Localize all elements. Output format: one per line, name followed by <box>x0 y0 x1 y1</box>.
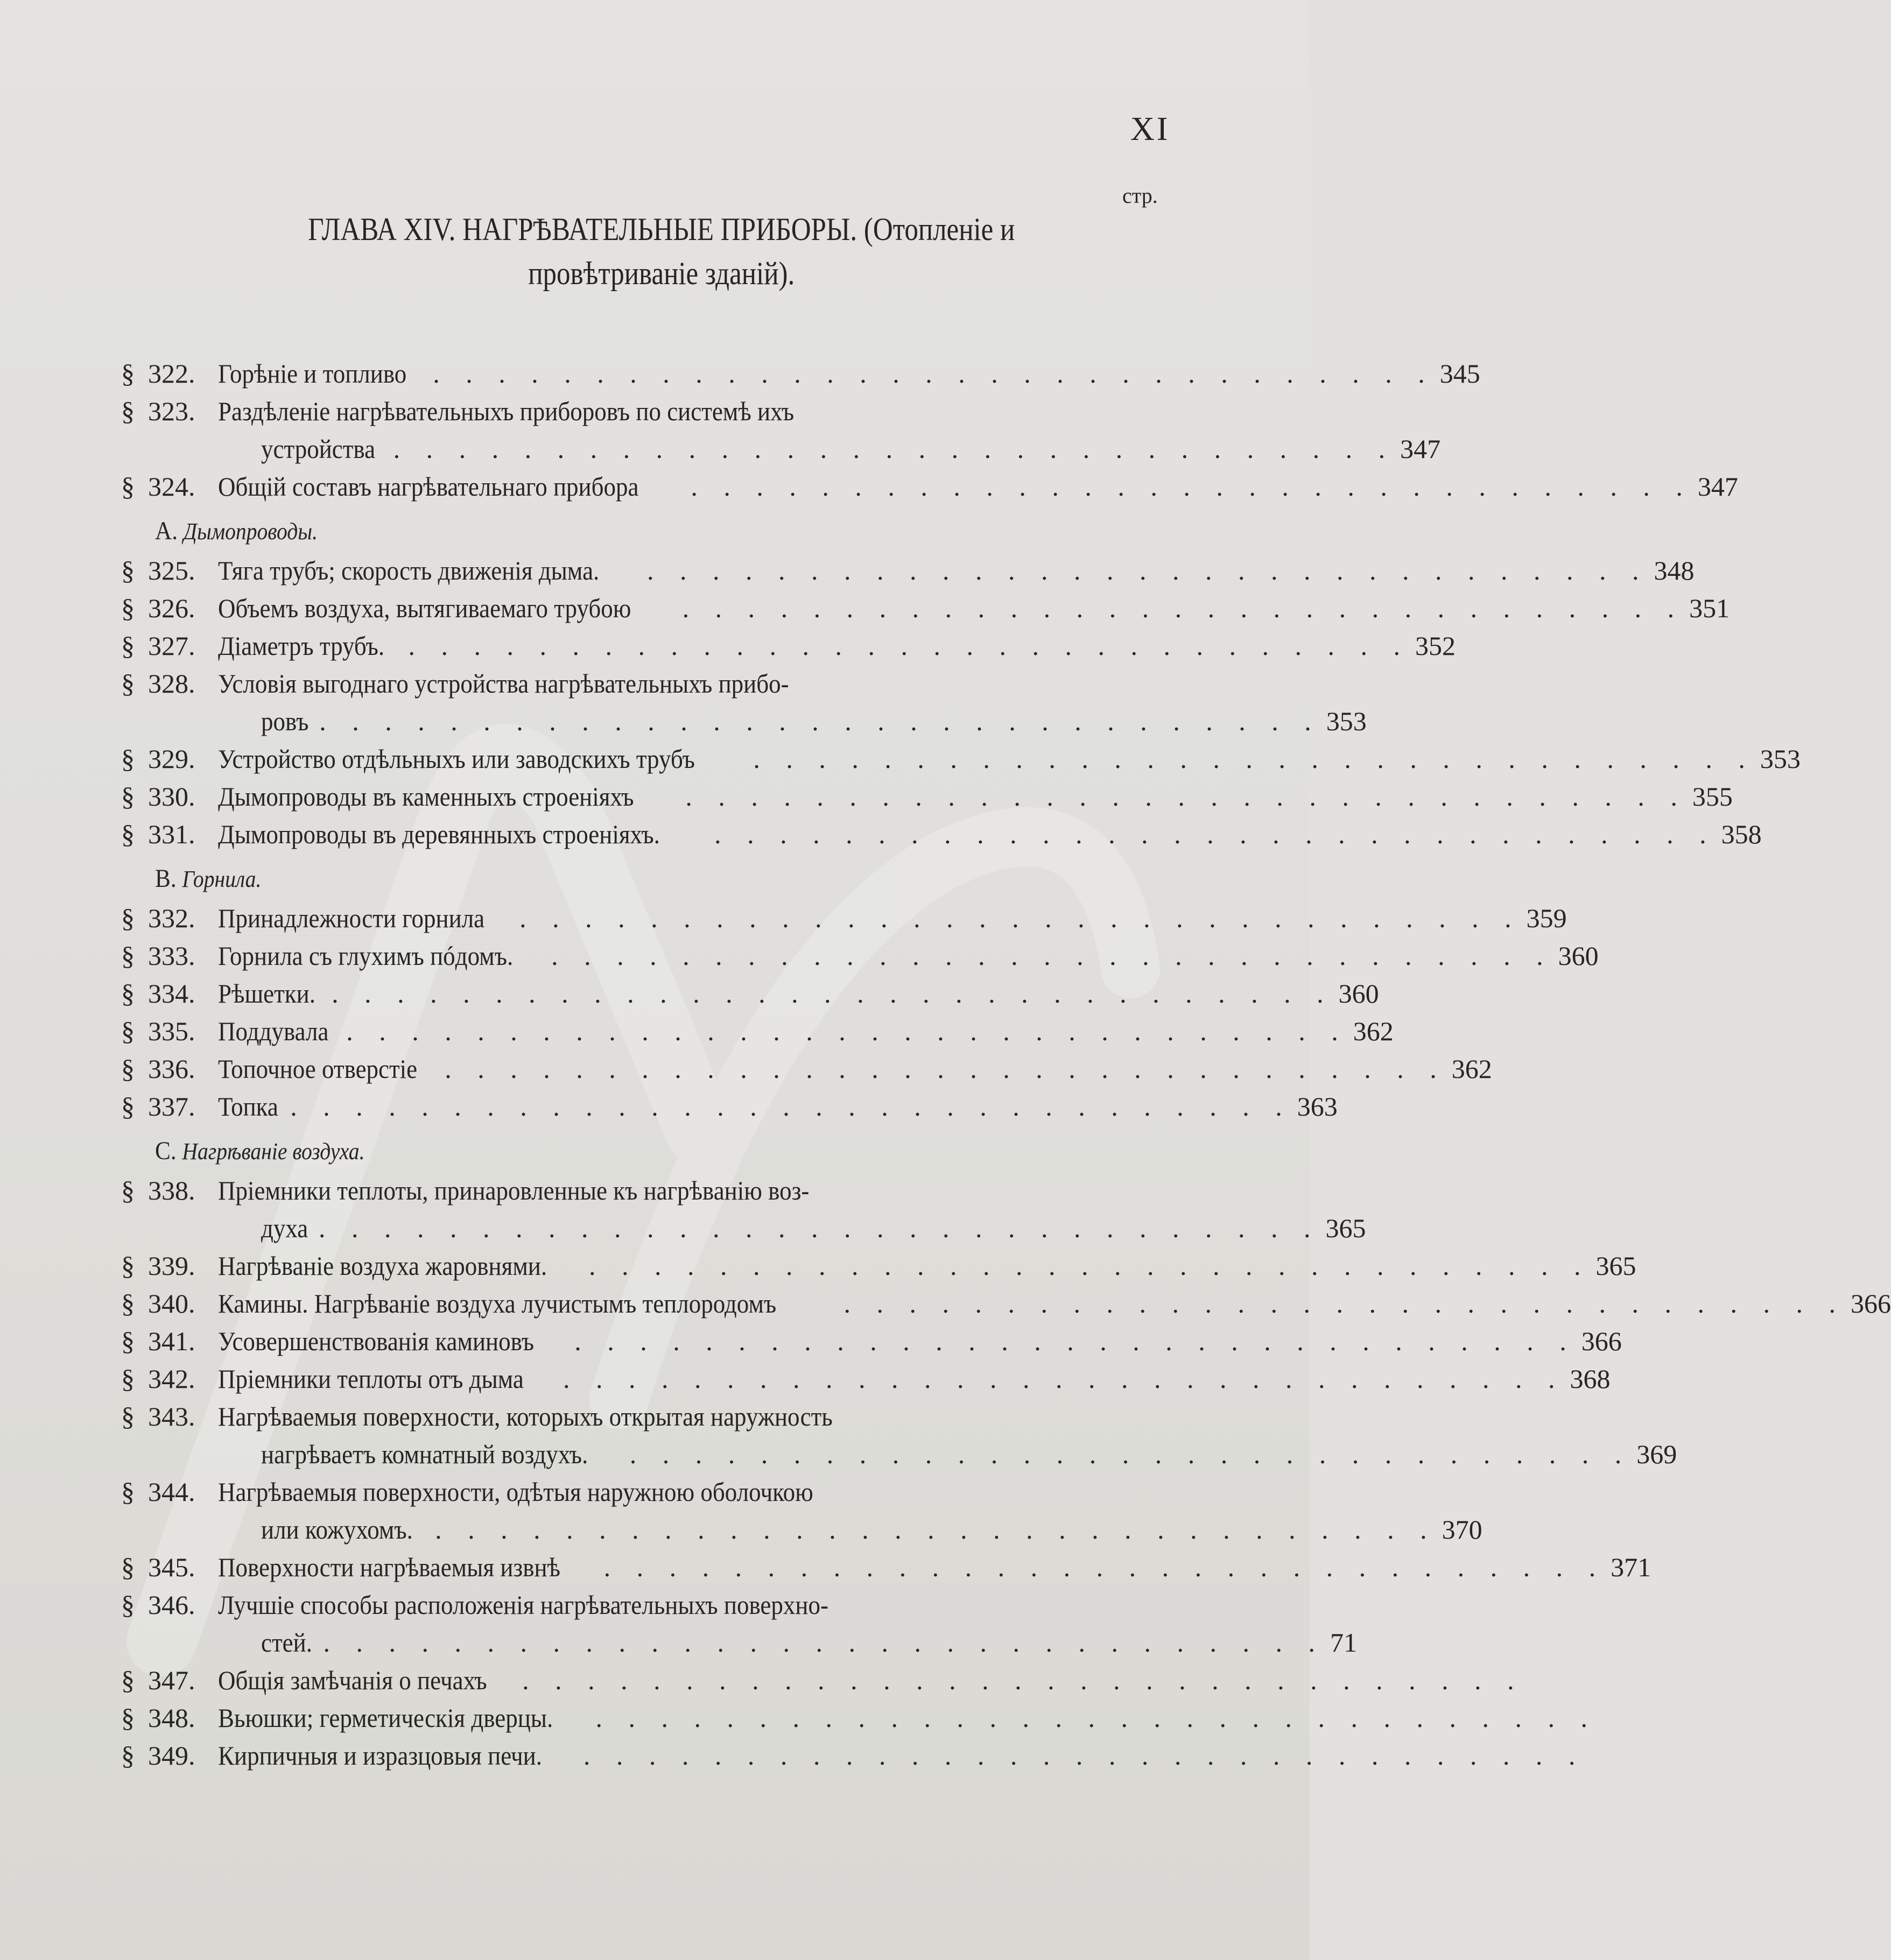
entry-number: 330. <box>148 781 195 812</box>
section-sign: § <box>121 819 135 849</box>
toc-entry <box>121 1288 1891 1326</box>
entry-page-number: 347 <box>1400 434 1441 464</box>
entry-number: 324. <box>148 471 195 502</box>
toc-entry <box>121 555 1695 593</box>
entry-number: 325. <box>148 555 195 586</box>
toc-entry-continuation <box>121 1514 1482 1552</box>
section-sign: § <box>121 593 135 623</box>
toc-entry <box>121 940 1599 978</box>
entry-title: Діаметръ трубъ. <box>218 631 385 661</box>
entry-page-number: 369 <box>1636 1439 1677 1469</box>
chapter-title-line1: ГЛАВА XIV. НАГРѢВАТЕЛЬНЫЕ ПРИБОРЫ. (Отопленіе и <box>308 211 1015 247</box>
section-sign: § <box>121 1401 135 1432</box>
entry-title: устройства <box>261 434 376 464</box>
section-sign: § <box>121 1477 135 1507</box>
toc-entry <box>121 668 1171 706</box>
section-heading-title: Нагрѣваніе воздуха. <box>182 1138 365 1165</box>
entry-number: 322. <box>148 358 195 389</box>
entry-title: Вьюшки; герметическія дверцы. <box>218 1703 553 1733</box>
toc-entry <box>121 903 1567 940</box>
entry-title: Дымопроводы въ деревянныхъ строеніяхъ. <box>218 819 660 849</box>
entry-number: 335. <box>148 1016 195 1046</box>
toc-entry <box>121 743 1801 781</box>
entry-number: 329. <box>148 744 195 774</box>
section-sign: § <box>121 941 135 971</box>
toc-entry <box>121 1250 1636 1288</box>
entry-page-number: 353 <box>1760 744 1801 774</box>
dot-leader: . . . . . . . . . . . . . . . . . . . . . . . . . . . . . . . <box>519 903 1521 933</box>
entry-number: 348. <box>148 1703 195 1733</box>
dot-leader: . . . . . . . . . . . . . . . . . . . . . . . . . . . . . . . <box>691 471 1692 502</box>
entry-title: нагрѣваетъ комнатный воздухъ. <box>261 1439 588 1469</box>
dot-leader: . . . . . . . . . . . . . . . . . . . . . . . . . . . . . . . <box>346 1016 1348 1046</box>
toc-section-heading <box>121 509 1171 555</box>
entry-number: 323. <box>148 396 195 426</box>
entry-title: Условія выгоднаго устройства нагрѣвательныхъ прибо- <box>218 668 789 699</box>
toc-entry <box>121 1552 1651 1589</box>
toc-entry-continuation <box>121 433 1441 471</box>
dot-leader: . . . . . . . . . . . . . . . . . . . . . . . . . . . . . . . <box>319 706 1321 736</box>
entry-page-number: 345 <box>1439 358 1480 389</box>
dot-leader: . . . . . . . . . . . . . . . . . . . . . . . . . . . . . . . <box>574 1326 1576 1356</box>
toc-entry-continuation <box>121 1212 1366 1250</box>
entry-page-number: 362 <box>1353 1016 1394 1046</box>
section-sign: § <box>121 1364 135 1394</box>
section-sign: § <box>121 1552 135 1582</box>
toc-entry <box>121 471 1738 509</box>
entry-title: Тяга трубъ; скорость движенія дыма. <box>218 555 600 586</box>
entry-number: 332. <box>148 903 195 933</box>
section-sign: § <box>121 1054 135 1084</box>
entry-title: духа <box>261 1213 308 1243</box>
dot-leader: . . . . . . . . . . . . . . . . . . . . . . . . . . . . . . . <box>323 1627 1325 1658</box>
entry-number: 338. <box>148 1175 195 1205</box>
entry-page-number: 359 <box>1526 903 1567 933</box>
entry-title: Топка <box>218 1091 278 1122</box>
toc-entry <box>121 1740 1585 1778</box>
toc-entry <box>121 1702 1597 1740</box>
entry-title: Пріемники теплоты отъ дыма <box>218 1364 524 1394</box>
entry-number: 333. <box>148 941 195 971</box>
dot-leader: . . . . . . . . . . . . . . . . . . . . . . . . . . . . . . . <box>318 1213 1320 1243</box>
entry-number: 327. <box>148 631 195 661</box>
toc-entry <box>121 1401 1171 1439</box>
toc-entry <box>121 358 1480 396</box>
section-sign: § <box>121 358 135 389</box>
entry-page-number: 370 <box>1442 1514 1482 1545</box>
entry-title: Кирпичныя и изразцовыя печи. <box>218 1740 543 1771</box>
section-sign: § <box>121 631 135 661</box>
section-sign: § <box>121 1091 135 1122</box>
toc-entry <box>121 1091 1338 1129</box>
dot-leader: . . . . . . . . . . . . . . . . . . . . . . . . . . . . . . . <box>647 555 1649 586</box>
entry-title: Дымопроводы въ каменныхъ строеніяхъ <box>218 781 634 812</box>
entry-page-number: 352 <box>1415 631 1456 661</box>
entry-page-number: 368 <box>1570 1364 1611 1394</box>
dot-leader: . . . . . . . . . . . . . . . . . . . . . . . . . . . . . . . <box>563 1364 1565 1394</box>
entry-title: Общія замѣчанія о печахъ <box>218 1665 487 1695</box>
section-sign: § <box>121 1740 135 1771</box>
dot-leader: . . . . . . . . . . . . . . . . . . . . . . . . . . . . . . . <box>843 1288 1845 1319</box>
entry-page-number: 362 <box>1451 1054 1492 1084</box>
entry-number: 343. <box>148 1401 195 1432</box>
entry-title: Нагрѣваемыя поверхности, одѣтыя наружною оболочкою <box>218 1477 813 1507</box>
section-sign: § <box>121 1703 135 1733</box>
section-sign: § <box>121 978 135 1009</box>
entry-title: Принадлежности горнила <box>218 903 485 933</box>
section-heading-title: Дымопроводы. <box>183 518 318 545</box>
entry-title: Поддувала <box>218 1016 329 1046</box>
page-column-label: стр. <box>1122 184 1158 208</box>
entry-number: 346. <box>148 1590 195 1620</box>
entry-number: 334. <box>148 978 195 1009</box>
section-sign: § <box>121 1590 135 1620</box>
entry-title: Горѣніе и топливо <box>218 358 407 389</box>
dot-leader: . . . . . . . . . . . . . . . . . . . . . . . . . . . . . . . <box>589 1251 1591 1281</box>
toc-entry <box>121 1175 1171 1212</box>
section-heading-text <box>121 864 261 893</box>
entry-number: 347. <box>148 1665 195 1695</box>
dot-leader: . . . . . . . . . . . . . . . . . . . . . . . . . . . . . . . <box>685 781 1687 812</box>
toc-entry <box>121 1665 1524 1702</box>
section-sign: § <box>121 1665 135 1695</box>
section-sign: § <box>121 555 135 586</box>
entry-page-number: 71 <box>1330 1627 1357 1658</box>
section-letter: B. <box>155 864 177 893</box>
entry-title: стей. <box>261 1627 312 1658</box>
dot-leader: . . . . . . . . . . . . . . . . . . . . . . . . . . . . . . . <box>393 434 1395 464</box>
entry-number: 342. <box>148 1364 195 1394</box>
dot-leader: . . . . . . . . . . . . . . . . . . . . . . . . . . . . . . . <box>445 1054 1446 1084</box>
entry-page-number: 348 <box>1654 555 1695 586</box>
section-sign: § <box>121 1175 135 1205</box>
entry-number: 349. <box>148 1740 195 1771</box>
section-sign: § <box>121 668 135 699</box>
dot-leader: . . . . . . . . . . . . . . . . . . . . . . . . . . . . . . . <box>290 1091 1292 1122</box>
toc-entry <box>121 978 1379 1016</box>
dot-leader: . . . . . . . . . . . . . . . . . . . . . . . . . . . . . . . <box>583 1740 1585 1771</box>
dot-leader: . . . . . . . . . . . . . . . . . . . . . . . . . . . . . . . <box>682 593 1684 623</box>
entry-page-number: 366 <box>1850 1288 1891 1319</box>
dot-leader: . . . . . . . . . . . . . . . . . . . . . . . . . . . . . . . <box>332 978 1333 1009</box>
dot-leader: . . . . . . . . . . . . . . . . . . . . . . . . . . . . . . . <box>753 744 1755 774</box>
entry-title: Пріемники теплоты, принаровленные къ нагрѣванію воз- <box>218 1175 810 1205</box>
dot-leader: . . . . . . . . . . . . . . . . . . . . . . . . . . . . . . . <box>408 631 1410 661</box>
entry-title: Рѣшетки. <box>218 978 315 1009</box>
dot-leader: . . . . . . . . . . . . . . . . . . . . . . . . . . . . . . . <box>435 1514 1437 1545</box>
entry-title: Раздѣленіе нагрѣвательныхъ приборовъ по системѣ ихъ <box>218 396 795 426</box>
toc-section-heading <box>121 1129 1171 1175</box>
entry-page-number: 365 <box>1325 1213 1366 1243</box>
toc-entry-continuation <box>121 1627 1357 1665</box>
entry-title: Нагрѣваніе воздуха жаровнями. <box>218 1251 547 1281</box>
table-of-contents <box>121 358 1891 1778</box>
entry-page-number: 365 <box>1595 1251 1636 1281</box>
entry-number: 344. <box>148 1477 195 1507</box>
chapter-title <box>215 207 1108 295</box>
entry-page-number: 360 <box>1338 978 1379 1009</box>
entry-title: Камины. Нагрѣваніе воздуха лучистымъ теплородомъ <box>218 1288 777 1319</box>
entry-number: 331. <box>148 819 195 849</box>
toc-entry <box>121 396 1171 433</box>
entry-number: 345. <box>148 1552 195 1582</box>
entry-number: 341. <box>148 1326 195 1356</box>
section-sign: § <box>121 471 135 502</box>
entry-number: 340. <box>148 1288 195 1319</box>
toc-entry <box>121 819 1762 856</box>
entry-page-number: 353 <box>1326 706 1367 736</box>
dot-leader: . . . . . . . . . . . . . . . . . . . . . . . . . . . . . . . <box>629 1439 1632 1469</box>
toc-entry <box>121 1363 1611 1401</box>
entry-title: Общій составъ нагрѣвательнаго прибора <box>218 471 639 502</box>
entry-title: Лучшіе способы расположенія нагрѣвательныхъ поверхно- <box>218 1590 828 1620</box>
entry-page-number: 363 <box>1297 1091 1338 1122</box>
entry-title: Устройство отдѣльныхъ или заводскихъ трубъ <box>218 744 695 774</box>
entry-page-number: 355 <box>1692 781 1733 812</box>
entry-title: или кожухомъ. <box>261 1514 413 1545</box>
dot-leader: . . . . . . . . . . . . . . . . . . . . . . . . . . . . . . . <box>522 1665 1524 1695</box>
toc-entry <box>121 1053 1492 1091</box>
section-sign: § <box>121 1251 135 1281</box>
section-letter: A. <box>155 517 178 545</box>
dot-leader: . . . . . . . . . . . . . . . . . . . . . . . . . . . . . . . <box>603 1552 1606 1582</box>
section-sign: § <box>121 1016 135 1046</box>
toc-section-heading <box>121 856 1171 903</box>
section-sign: § <box>121 396 135 426</box>
toc-entry-continuation <box>121 706 1367 743</box>
entry-title: Объемъ воздуха, вытягиваемаго трубою <box>218 593 631 623</box>
entry-page-number: 360 <box>1558 941 1599 971</box>
toc-entry-continuation <box>121 1439 1677 1476</box>
page-folio: XI <box>1130 111 1170 147</box>
section-sign: § <box>121 744 135 774</box>
entry-title: Нагрѣваемыя поверхности, которыхъ открытая наружность <box>218 1401 833 1432</box>
toc-entry <box>121 1016 1394 1053</box>
entry-number: 339. <box>148 1251 195 1281</box>
toc-entry <box>121 781 1733 819</box>
entry-page-number: 351 <box>1689 593 1730 623</box>
section-sign: § <box>121 903 135 933</box>
section-sign: § <box>121 1326 135 1356</box>
entry-title: Горнила съ глухимъ пóдомъ. <box>218 941 514 971</box>
entry-page-number: 358 <box>1721 819 1762 849</box>
section-heading-title: Горнила. <box>182 866 262 892</box>
section-heading-text <box>121 516 318 546</box>
entry-number: 326. <box>148 593 195 623</box>
section-letter: C. <box>155 1137 177 1165</box>
entry-page-number: 347 <box>1697 471 1738 502</box>
entry-number: 337. <box>148 1091 195 1122</box>
entry-title: ровъ <box>261 706 309 736</box>
toc-entry <box>121 1326 1622 1363</box>
toc-entry <box>121 1589 1171 1627</box>
dot-leader: . . . . . . . . . . . . . . . . . . . . . . . . . . . . . . . <box>551 941 1553 971</box>
entry-page-number: 366 <box>1581 1326 1622 1356</box>
entry-title: Топочное отверстіе <box>218 1054 418 1084</box>
entry-page-number: 371 <box>1611 1552 1651 1582</box>
section-sign: § <box>121 1288 135 1319</box>
dot-leader: . . . . . . . . . . . . . . . . . . . . . . . . . . . . . . . <box>714 819 1716 849</box>
dot-leader: . . . . . . . . . . . . . . . . . . . . . . . . . . . . . . . <box>433 358 1435 389</box>
toc-entry <box>121 1476 1171 1514</box>
entry-number: 336. <box>148 1054 195 1084</box>
section-sign: § <box>121 781 135 812</box>
entry-title: Усовершенствованія каминовъ <box>218 1326 535 1356</box>
section-heading-text <box>121 1136 365 1166</box>
chapter-title-line2: провѣтриваніе зданій). <box>528 256 795 291</box>
dot-leader: . . . . . . . . . . . . . . . . . . . . . . . . . . . . . . . <box>595 1703 1597 1733</box>
toc-entry <box>121 593 1730 630</box>
entry-number: 328. <box>148 668 195 699</box>
toc-entry <box>121 630 1456 668</box>
entry-title: Поверхности нагрѣваемыя извнѣ <box>218 1552 560 1582</box>
